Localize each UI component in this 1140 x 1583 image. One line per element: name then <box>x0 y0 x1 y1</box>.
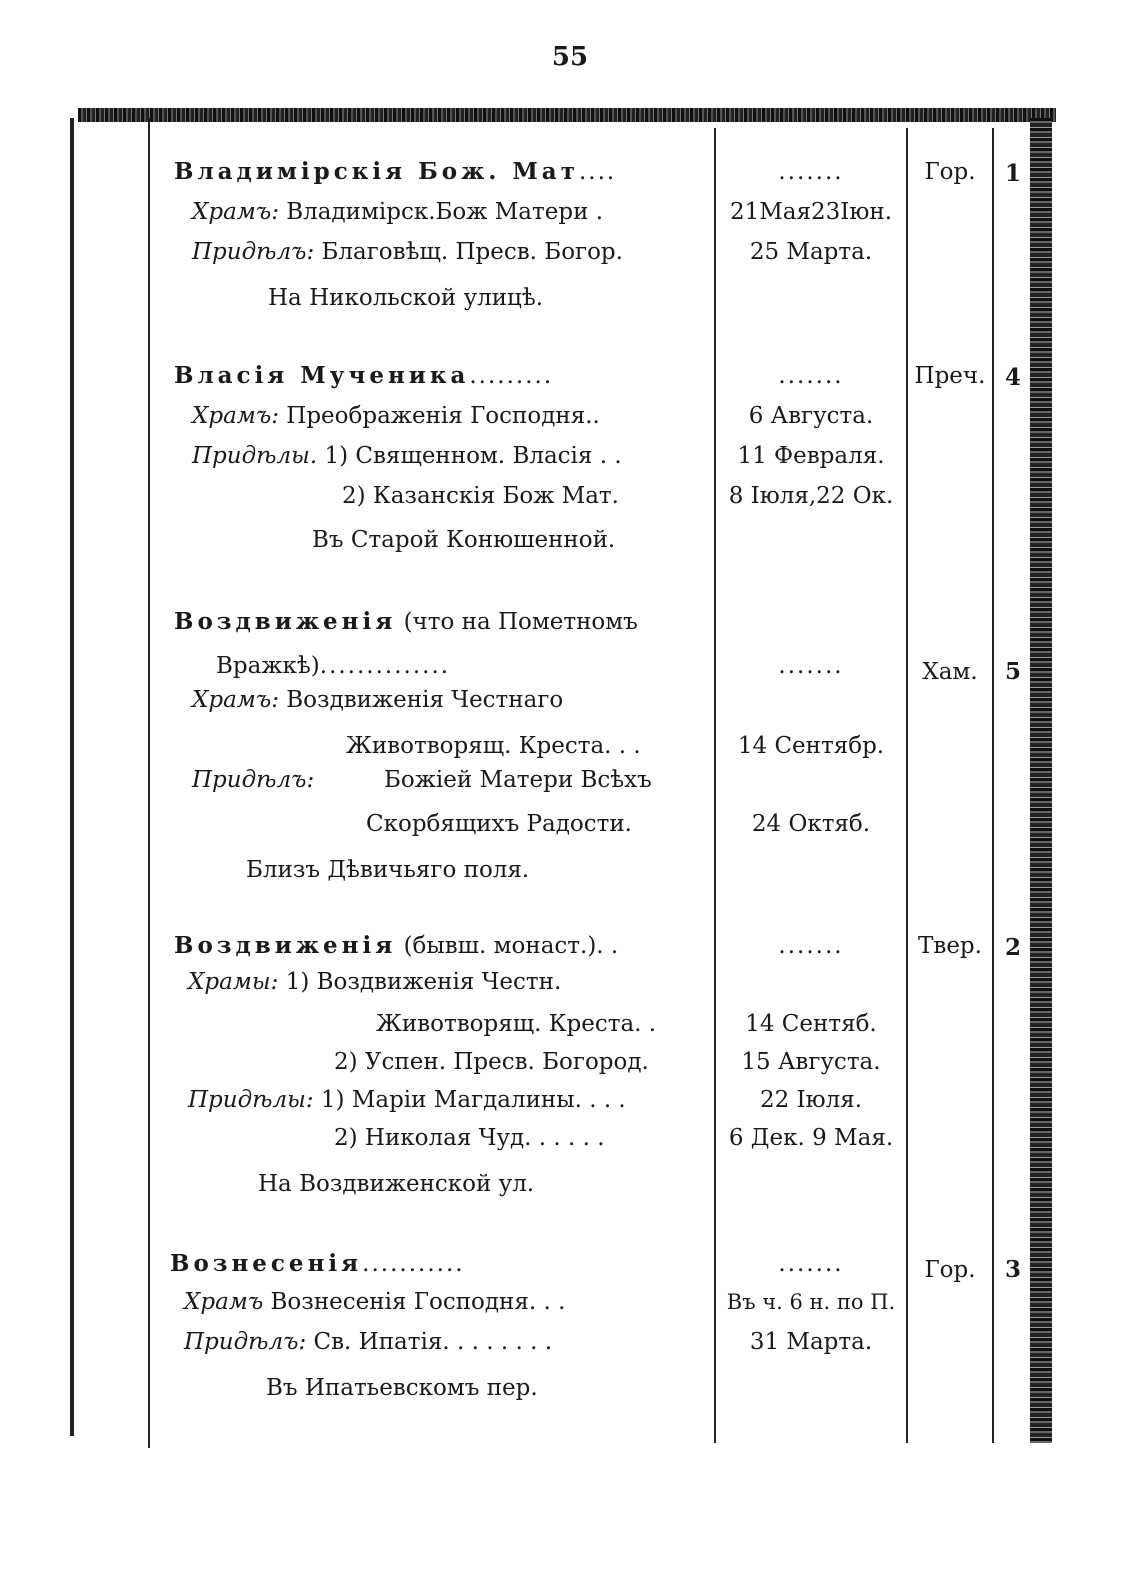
line-label: Придѣлъ: <box>192 767 315 793</box>
leader-dots: ........... <box>362 1251 465 1277</box>
church-name: Воздвиженія <box>174 608 397 635</box>
line-text: 2) Николая Чуд. . . . . . <box>334 1125 605 1151</box>
district: Гор. <box>924 159 976 185</box>
top-border-rule <box>78 108 1056 122</box>
church-name: Вознесенія <box>170 1250 363 1277</box>
column-rule-left <box>148 118 150 1448</box>
line-text: Животворящ. Креста. . <box>376 1011 657 1037</box>
feast-date: 25 Марта. <box>749 239 873 265</box>
line-text: 1) Маріи Магдалины. . . . <box>320 1087 626 1113</box>
line-text: Скорбящихъ Радости. <box>366 811 632 837</box>
feast-date: 14 Сентябр. <box>737 733 885 759</box>
leader-dots: .... <box>578 159 617 185</box>
district: Хам. <box>922 659 978 685</box>
date-dots: ....... <box>778 159 844 185</box>
church-number: 3 <box>1004 1256 1021 1283</box>
feast-date: 24 Октяб. <box>751 811 871 837</box>
district: Твер. <box>918 933 982 959</box>
line-text: Вознесенія Господня. . . <box>270 1289 566 1315</box>
church-name: Власія Мученика <box>174 362 470 389</box>
line-text: 2) Казанскія Бож Мат. <box>342 483 619 509</box>
church-name: Воздвиженія <box>174 932 397 959</box>
line-text: Св. Ипатія. . . . . . . . <box>313 1329 553 1355</box>
feast-date: 31 Марта. <box>749 1329 873 1355</box>
column-rule-district <box>906 128 908 1443</box>
feast-date: 6 Дек. 9 Мая. <box>728 1125 894 1151</box>
church-name-continued: Вражкѣ) <box>216 653 320 679</box>
feast-date: 22 Іюля. <box>759 1087 863 1113</box>
line-label: Храмъ <box>184 1289 264 1315</box>
location: Въ Ипатьевскомъ пер. <box>266 1375 538 1401</box>
church-name-note: (бывш. монаст.). . <box>403 933 619 959</box>
feast-date: 6 Августа. <box>748 403 874 429</box>
date-dots: ....... <box>778 1251 844 1277</box>
district: Преч. <box>914 363 986 389</box>
date-dots: ....... <box>778 933 844 959</box>
feast-date: 21Мая23Іюн. <box>729 199 893 225</box>
leader-dots: .............. <box>319 653 451 679</box>
line-text: Животворящ. Креста. . . <box>346 733 641 759</box>
line-text: Воздвиженія Честнаго <box>286 687 564 713</box>
church-number: 5 <box>1004 658 1021 685</box>
line-label: Придѣлъ: <box>192 239 315 265</box>
line-label: Придѣлы. <box>192 443 318 469</box>
column-rule-number <box>992 128 994 1443</box>
location: Въ Старой Конюшенной. <box>312 527 616 553</box>
line-text: Божіей Матери Всѣхъ <box>384 767 652 793</box>
right-border-rule <box>1030 118 1052 1443</box>
church-number: 1 <box>1004 160 1021 187</box>
line-label: Храмы: <box>188 969 279 995</box>
feast-date: 11 Февраля. <box>737 443 885 469</box>
feast-date: Въ ч. 6 н. по П. <box>726 1290 896 1314</box>
date-dots: ....... <box>778 363 844 389</box>
location: Близъ Дѣвичьяго поля. <box>246 857 530 883</box>
line-text: Благовѣщ. Пресв. Богор. <box>321 239 623 265</box>
line-label: Храмъ: <box>192 403 279 429</box>
feast-date: 8 Іюля,22 Ок. <box>728 483 894 509</box>
date-dots: ....... <box>778 653 844 679</box>
district: Гор. <box>924 1257 976 1283</box>
page-number: 55 <box>551 42 589 72</box>
location: На Никольской улицѣ. <box>268 285 544 311</box>
column-rule-dates <box>714 128 716 1443</box>
line-text: Владимірск.Бож Матери . <box>286 199 604 225</box>
feast-date: 14 Сентяб. <box>745 1011 877 1037</box>
location: На Воздвиженской ул. <box>258 1171 535 1197</box>
line-text: 2) Успен. Пресв. Богород. <box>334 1049 649 1075</box>
line-label: Придѣлъ: <box>184 1329 307 1355</box>
church-number: 4 <box>1004 364 1021 391</box>
line-label: Придѣлы: <box>188 1087 314 1113</box>
church-name-note: (что на Пометномъ <box>403 609 638 635</box>
line-label: Храмъ: <box>192 687 279 713</box>
church-number: 2 <box>1004 934 1021 961</box>
feast-date: 15 Августа. <box>741 1049 881 1075</box>
line-text: Преображенія Господня.. <box>286 403 600 429</box>
outer-left-rule <box>70 118 74 1436</box>
line-text: 1) Воздвиженія Честн. <box>285 969 562 995</box>
line-label: Храмъ: <box>192 199 279 225</box>
leader-dots: ......... <box>469 363 554 389</box>
line-text: 1) Священном. Власія . . <box>324 443 622 469</box>
church-name: Владимірскія Бож. Мат <box>174 158 579 185</box>
